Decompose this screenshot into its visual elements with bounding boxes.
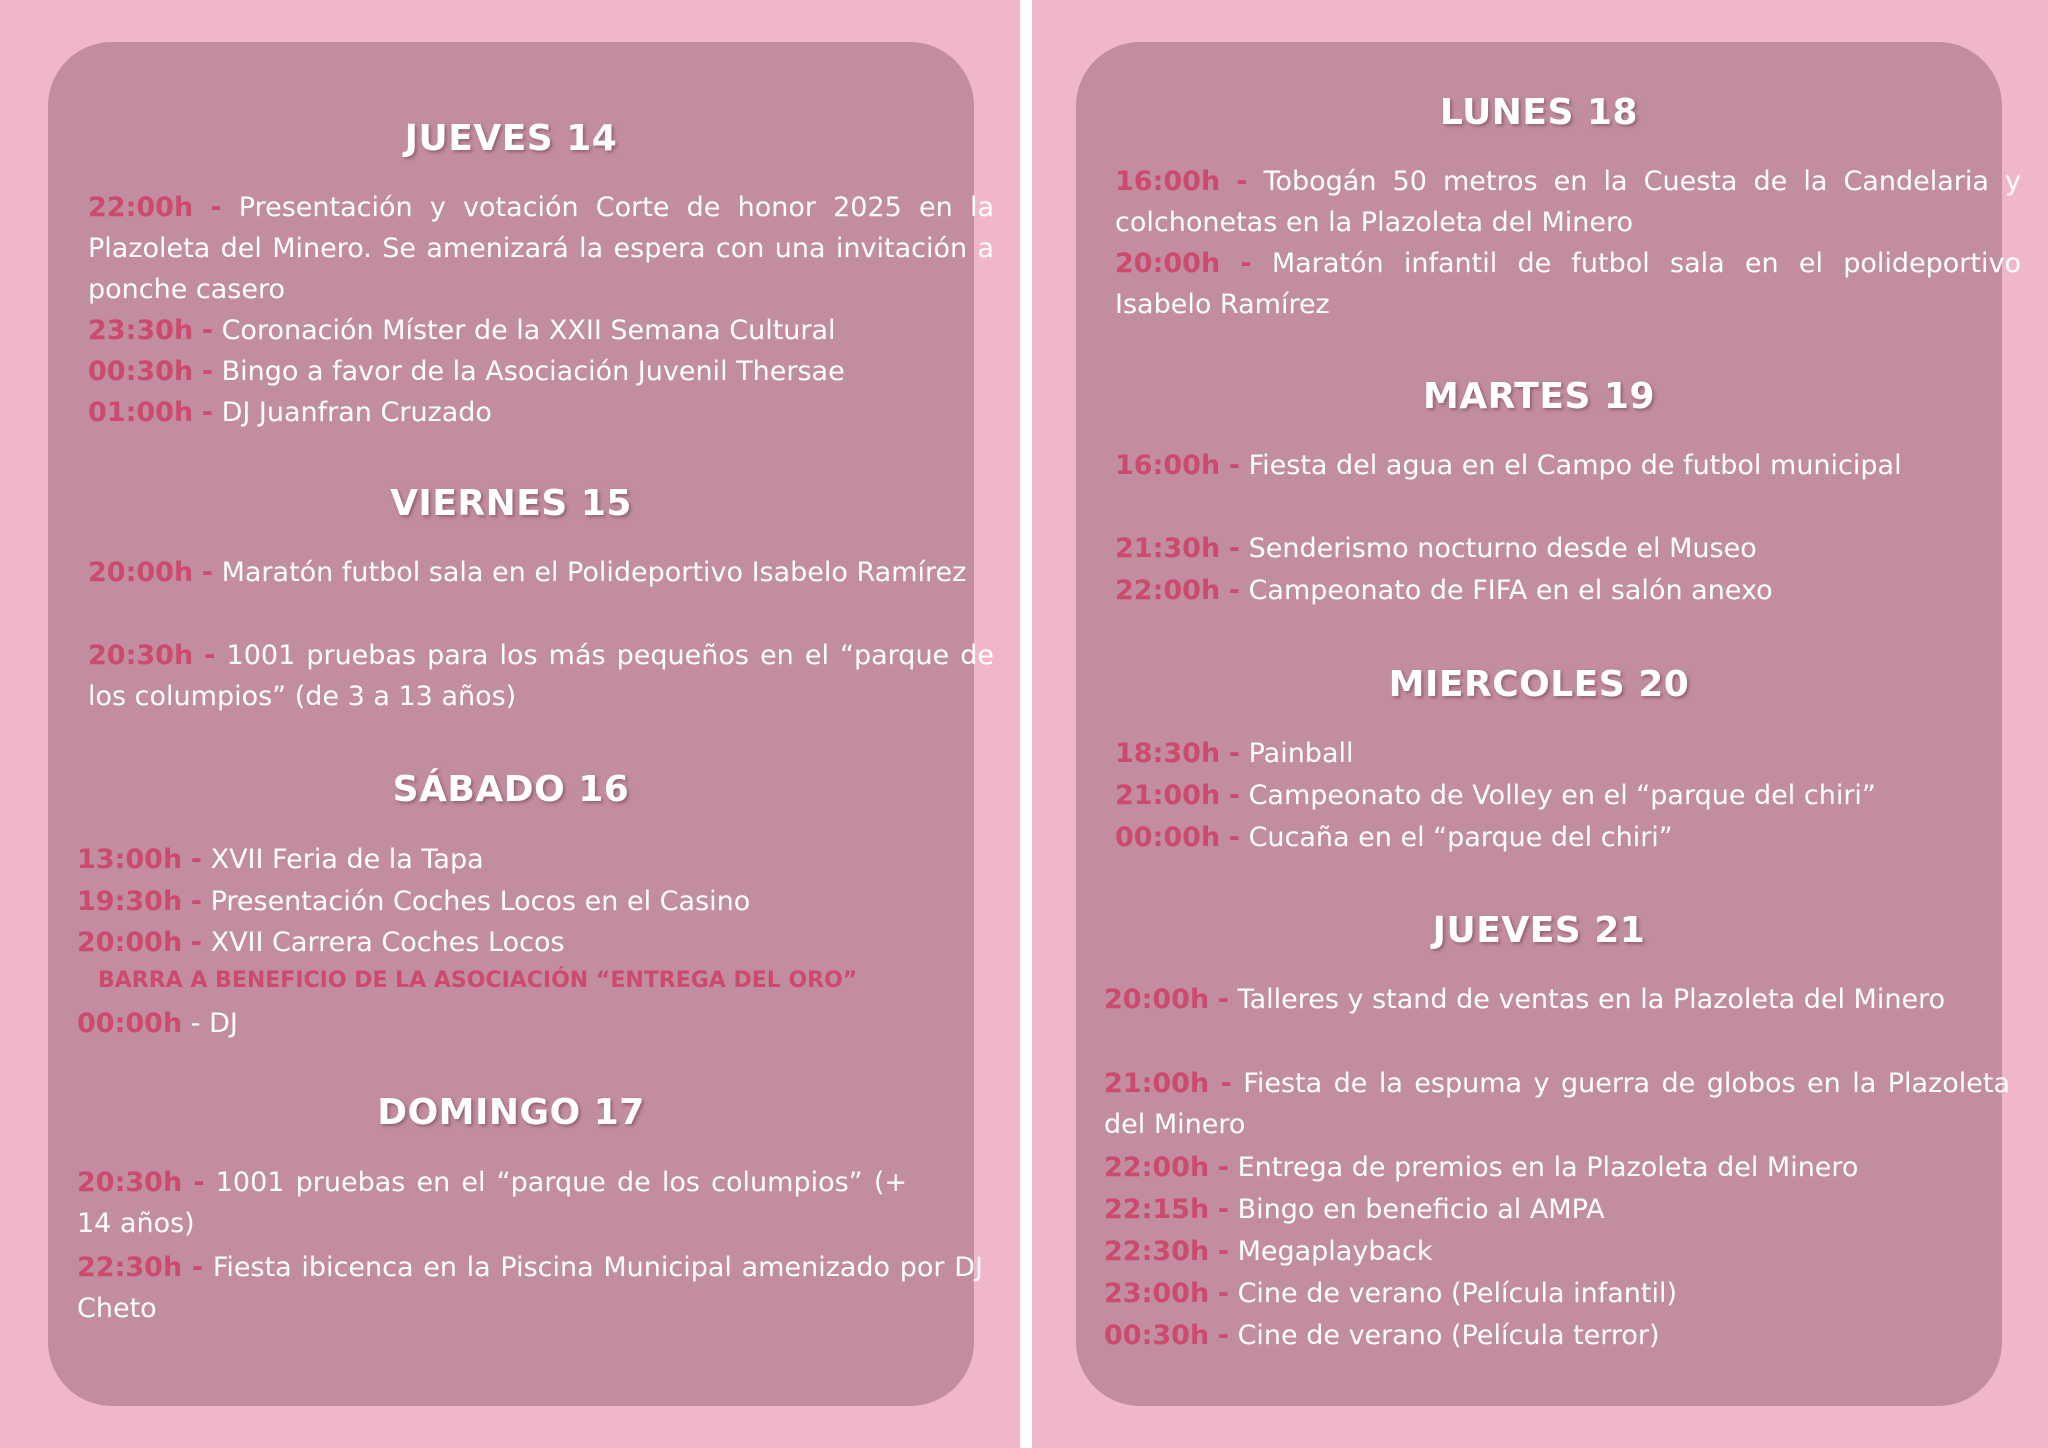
event-item: 20:00h - XVII Carrera Coches Locos [77, 927, 565, 958]
event-text: Fiesta de la espuma y guerra de globos en la Plazoleta del Minero [1104, 1068, 2010, 1140]
event-text: DJ [209, 1008, 238, 1039]
event-text: Bingo en beneficio al AMPA [1237, 1194, 1605, 1225]
event-time: 22:30h [1104, 1236, 1210, 1267]
event-item: 00:00h - DJ [77, 1008, 238, 1039]
event-text: Cine de verano (Película infantil) [1237, 1278, 1677, 1309]
event-time: 20:30h [77, 1167, 183, 1198]
event-text: Tobogán 50 metros en la Cuesta de la Candelaria y colchonetas en la Plazoleta del Minero [1115, 166, 2021, 238]
event-text: 1001 pruebas para los más pequeños en el “parque de los columpios” (de 3 a 13 años) [88, 640, 994, 712]
left-schedule-card [48, 42, 994, 1406]
event-item: 20:30h - 1001 pruebas en el “parque de los columpios” (+ 14 años) [77, 1167, 907, 1239]
event-time: 21:00h [1115, 780, 1221, 811]
event-item: 20:30h - 1001 pruebas para los más pequeños en el “parque de los columpios” (de 3 a 13 años) [88, 640, 994, 712]
event-item: 16:00h - Tobogán 50 metros en la Cuesta de la Candelaria y colchonetas en la Plazoleta del Minero [1115, 166, 2021, 238]
event-item: 21:00h - Fiesta de la espuma y guerra de globos en la Plazoleta del Minero [1104, 1068, 2010, 1140]
day-title-lunes-18: LUNES 18 [1439, 92, 1639, 133]
event-item: 18:30h - Painball [1115, 738, 1354, 769]
event-text: Talleres y stand de ventas en la Plazoleta del Minero [1237, 984, 1946, 1015]
event-time: 18:30h [1115, 738, 1221, 769]
event-time: 22:00h [1104, 1152, 1210, 1183]
event-time: 23:30h [88, 315, 194, 346]
event-time: 20:00h [1115, 248, 1221, 279]
event-text: Painball [1248, 738, 1354, 769]
event-item: 20:00h - Maratón infantil de futbol sala en el polideportivo Isabelo Ramírez [1115, 248, 2021, 320]
day-title-martes-19: MARTES 19 [1423, 376, 1655, 417]
event-time: 19:30h [77, 886, 183, 917]
event-time: 16:00h [1115, 450, 1221, 481]
day-title-miercoles-20: MIERCOLES 20 [1388, 664, 1690, 705]
event-text: Cucaña en el “parque del chiri” [1248, 822, 1673, 853]
event-item: 13:00h - XVII Feria de la Tapa [77, 844, 484, 875]
day-title-jueves-14: JUEVES 14 [404, 118, 618, 159]
event-text: Maratón futbol sala en el Polideportivo Isabelo Ramírez [221, 557, 967, 588]
event-text: XVII Carrera Coches Locos [210, 927, 565, 958]
event-text: Entrega de premios en la Plazoleta del Minero [1237, 1152, 1859, 1183]
event-item: 22:00h - Campeonato de FIFA en el salón anexo [1115, 575, 1773, 606]
event-time: 00:00h [1115, 822, 1221, 853]
event-text: Presentación y votación Corte de honor 2025 en la Plazoleta del Minero. Se amenizará la espera con una invitación a ponche casero [88, 192, 994, 305]
event-text: Fiesta ibicenca en la Piscina Municipal amenizado por DJ Cheto [77, 1252, 983, 1324]
right-schedule-card [1076, 42, 2021, 1406]
event-text: XVII Feria de la Tapa [210, 844, 484, 875]
event-item: 22:30h - Fiesta ibicenca en la Piscina Municipal amenizado por DJ Cheto [77, 1252, 983, 1324]
page-divider [1020, 0, 1032, 1448]
event-time: 00:00h [77, 1008, 183, 1039]
event-time: 20:00h [77, 927, 183, 958]
event-item: 22:00h - Presentación y votación Corte de honor 2025 en la Plazoleta del Minero. Se amenizará la espera con una invitación a ponche casero [88, 192, 994, 305]
event-item: 01:00h - DJ Juanfran Cruzado [88, 397, 492, 428]
event-item: 22:00h - Entrega de premios en la Plazoleta del Minero [1104, 1152, 1859, 1183]
event-item: 22:15h - Bingo en beneficio al AMPA [1104, 1194, 1605, 1225]
event-text: Bingo a favor de la Asociación Juvenil Thersae [221, 356, 845, 387]
event-item: 20:00h - Talleres y stand de ventas en la Plazoleta del Minero [1104, 984, 1946, 1015]
event-time: 21:00h [1104, 1068, 1210, 1099]
event-item: 23:30h - Coronación Míster de la XXII Semana Cultural [88, 315, 836, 346]
event-text: Presentación Coches Locos en el Casino [210, 886, 751, 917]
event-item: 00:30h - Bingo a favor de la Asociación Juvenil Thersae [88, 356, 845, 387]
event-text: Coronación Míster de la XXII Semana Cultural [221, 315, 836, 346]
event-text: Senderismo nocturno desde el Museo [1248, 533, 1757, 564]
event-item: 22:30h - Megaplayback [1104, 1236, 1433, 1267]
day-title-jueves-21: JUEVES 21 [1432, 910, 1646, 951]
event-time: 00:30h [88, 356, 194, 387]
event-time: 01:00h [88, 397, 194, 428]
event-time: 23:00h [1104, 1278, 1210, 1309]
day-title-viernes-15: VIERNES 15 [390, 483, 632, 524]
event-item: 00:00h - Cucaña en el “parque del chiri” [1115, 822, 1673, 853]
event-item: 16:00h - Fiesta del agua en el Campo de futbol municipal [1115, 450, 1902, 481]
event-item: 00:30h - Cine de verano (Película terror) [1104, 1320, 1660, 1351]
event-item: 23:00h - Cine de verano (Película infantil) [1104, 1278, 1677, 1309]
charity-bar-note: BARRA A BENEFICIO DE LA ASOCIACIÓN “ENTREGA DEL ORO” [98, 968, 858, 993]
event-text: Megaplayback [1237, 1236, 1433, 1267]
event-time: 20:00h [88, 557, 194, 588]
event-item: 21:00h - Campeonato de Volley en el “parque del chiri” [1115, 780, 1876, 811]
event-time: 20:30h [88, 640, 194, 671]
event-time: 16:00h [1115, 166, 1221, 197]
day-title-domingo-17: DOMINGO 17 [377, 1092, 645, 1133]
event-item: 21:30h - Senderismo nocturno desde el Museo [1115, 533, 1757, 564]
event-time: 22:15h [1104, 1194, 1210, 1225]
event-time: 13:00h [77, 844, 183, 875]
event-time: 22:00h [1115, 575, 1221, 606]
event-text: DJ Juanfran Cruzado [221, 397, 492, 428]
event-text: Campeonato de Volley en el “parque del chiri” [1248, 780, 1876, 811]
event-text: Maratón infantil de futbol sala en el polideportivo Isabelo Ramírez [1115, 248, 2021, 320]
day-title-sabado-16: SÁBADO 16 [392, 769, 630, 810]
event-text: Cine de verano (Película terror) [1237, 1320, 1660, 1351]
event-time: 00:30h [1104, 1320, 1210, 1351]
event-time: 21:30h [1115, 533, 1221, 564]
event-item: 19:30h - Presentación Coches Locos en el Casino [77, 886, 751, 917]
event-time: 22:00h [88, 192, 194, 223]
event-time: 22:30h [77, 1252, 183, 1283]
event-text: Campeonato de FIFA en el salón anexo [1248, 575, 1773, 606]
event-text: 1001 pruebas en el “parque de los columpios” (+ 14 años) [77, 1167, 907, 1239]
event-item: 20:00h - Maratón futbol sala en el Polideportivo Isabelo Ramírez [88, 557, 967, 588]
event-text: Fiesta del agua en el Campo de futbol municipal [1248, 450, 1902, 481]
event-time: 20:00h [1104, 984, 1210, 1015]
